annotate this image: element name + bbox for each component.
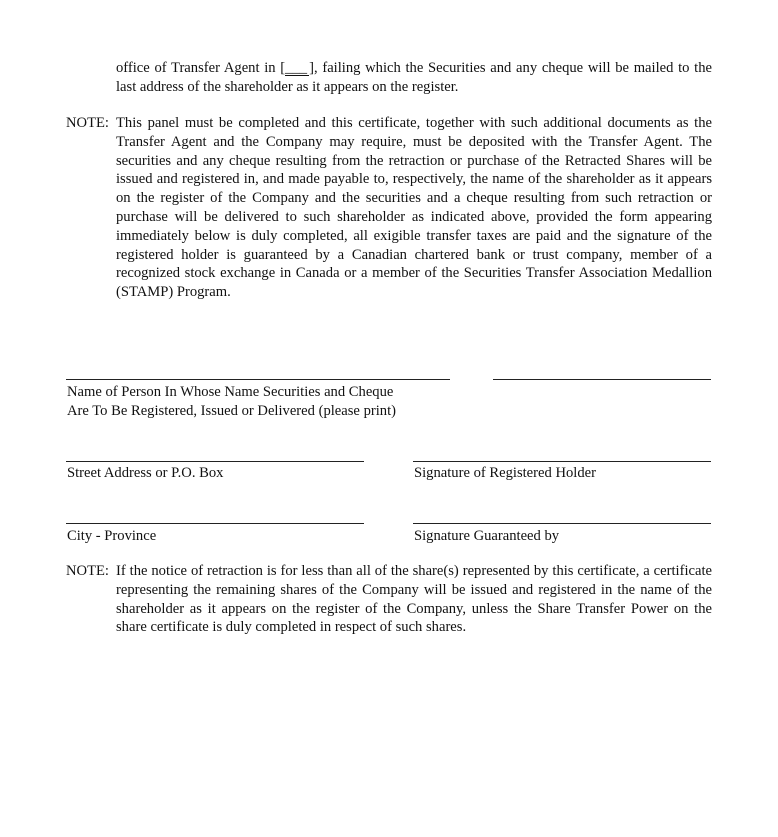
signature-guaranteed-line[interactable]: [413, 523, 711, 524]
note-text: This panel must be completed and this certificate, together with such additional documents as the Transfer Agent and the Company may require, must be deposited with the Transfer Agent. The securities and any cheque resulting from the retraction or purchase of the Retracted Shares will be issued and registered in, and made payable to, respectively, the name of the shareholder as it appears on the register of the Company and the securities and a cheque resulting from such retraction or purchase will be delivered to such shareholder as indicated above, provided the form appearing immediately below is duly completed, all exigible transfer taxes are paid and the signature of the registered holder is guaranteed by a Canadian chartered bank or trust company, member of a recognized stock exchange in Canada or a member of the Securities Transfer Association Medallion (STAMP) Program.: [116, 115, 712, 301]
city-province-label: City - Province: [67, 528, 157, 544]
signature-registered-holder-line[interactable]: [413, 461, 711, 462]
note-label: NOTE:: [66, 115, 109, 131]
intro-text-after: ], failing which the Securities and any cheque will be mailed to the last address of the shareholder as it appears on the register.: [116, 60, 712, 95]
intro-text-before: office of Transfer Agent in [: [116, 60, 286, 76]
street-address-label: Street Address or P.O. Box: [67, 465, 224, 481]
note-text: If the notice of retraction is for less than all of the share(s) represented by this certificate, a certificate representing the remaining shares of the Company will be issued and registered in the name of the shareholder as it appears on the register of the Company, unless the Share Transfer Power on the share certificate is duly completed in respect of such shares.: [116, 563, 712, 636]
intro-paragraph: [116, 59, 712, 97]
signature-guaranteed-label: Signature Guaranteed by: [414, 528, 560, 544]
transfer-agent-location-blank: ___: [285, 61, 309, 76]
note-label: NOTE:: [66, 563, 109, 579]
city-province-line[interactable]: [66, 523, 364, 524]
note-partial-retraction: [66, 562, 712, 637]
street-address-line[interactable]: [66, 461, 364, 462]
note-deposit-instructions: [66, 114, 712, 302]
signature-registered-holder-label: Signature of Registered Holder: [414, 465, 596, 481]
name-of-person-line[interactable]: [66, 379, 450, 380]
unlabeled-signature-line[interactable]: [493, 379, 711, 380]
name-of-person-label-line1: Name of Person In Whose Name Securities and Cheque: [67, 384, 394, 400]
name-of-person-label-line2: Are To Be Registered, Issued or Delivered (please print): [67, 403, 396, 419]
